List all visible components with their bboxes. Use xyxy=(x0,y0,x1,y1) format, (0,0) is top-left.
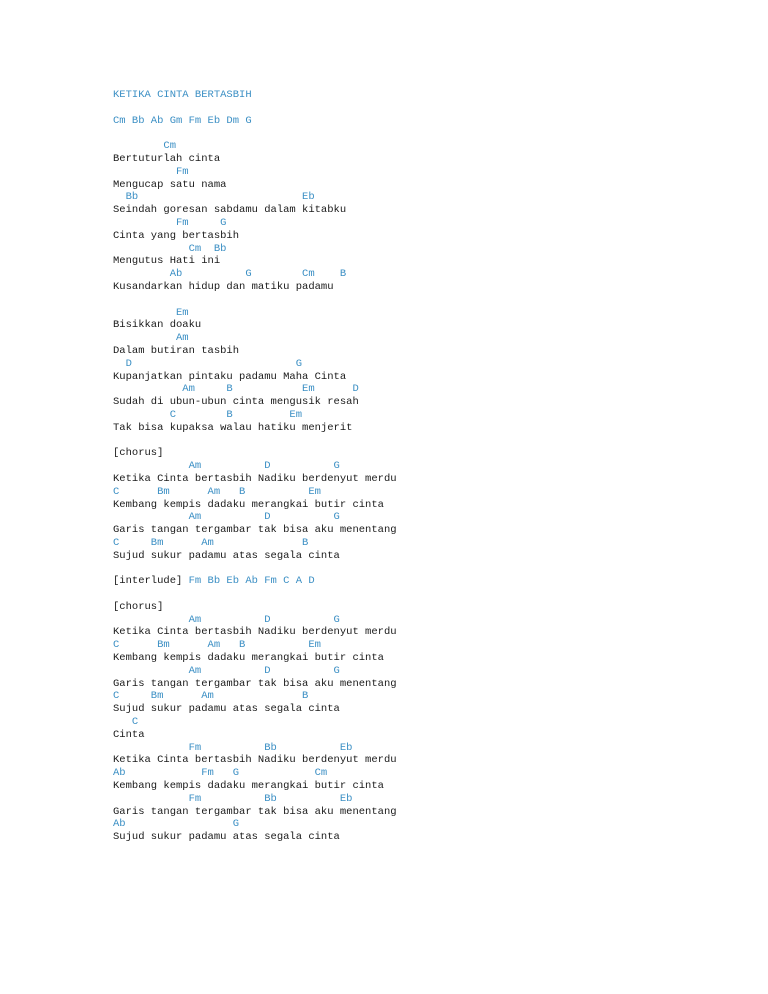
lyric-line: Garis tangan tergambar tak bisa aku menentang xyxy=(113,805,397,818)
lyric-line: Sujud sukur padamu atas segala cinta xyxy=(113,703,340,716)
spacer xyxy=(113,127,397,140)
chord-list: Cm Bb Ab Gm Fm Eb Dm G xyxy=(113,114,252,127)
chord-line: Ab Fm G Cm xyxy=(113,767,328,780)
song-title: KETIKA CINTA BERTASBIH xyxy=(113,89,252,101)
chord-line: Fm xyxy=(113,165,189,178)
interlude-chords: Fm Bb Eb Ab Fm C A D xyxy=(188,575,315,588)
lyric-line: Bisikkan doaku xyxy=(113,319,202,332)
lyric-line: Cinta yang bertasbih xyxy=(113,229,240,242)
chord-line: Am D G xyxy=(113,613,340,626)
chord-line: Ab G Cm B xyxy=(113,268,347,281)
section-tag: [chorus] xyxy=(113,447,164,460)
lyric-line: Garis tangan tergambar tak bisa aku menentang xyxy=(113,524,397,537)
lyric-line: Sujud sukur padamu atas segala cinta xyxy=(113,549,340,562)
chord-line: Fm G xyxy=(113,216,227,229)
lyric-line: Dalam butiran tasbih xyxy=(113,344,240,357)
spacer xyxy=(113,588,397,601)
chord-line: C Bm Am B xyxy=(113,690,309,703)
lyric-line: Tak bisa kupaksa walau hatiku menjerit xyxy=(113,421,353,434)
chord-line: C Bm Am B xyxy=(113,536,309,549)
song-body xyxy=(113,127,397,844)
chord-line: Am B Em D xyxy=(113,383,359,396)
lyric-line: Kupanjatkan pintaku padamu Maha Cinta xyxy=(113,370,347,383)
chord-line: C Bm Am B Em xyxy=(113,639,321,652)
chord-line: Am xyxy=(113,332,189,345)
lyric-line: Sujud sukur padamu atas segala cinta xyxy=(113,831,340,844)
lyric-line: Ketika Cinta bertasbih Nadiku berdenyut merdu xyxy=(113,626,397,639)
spacer xyxy=(113,102,397,115)
chord-line: C B Em xyxy=(113,408,303,421)
chord-line: Cm Bb xyxy=(113,242,227,255)
chord-line: C Bm Am B Em xyxy=(113,485,321,498)
chord-line: Ab G xyxy=(113,818,240,831)
lyric-line: Sudah di ubun-ubun cinta mengusik resah xyxy=(113,396,359,409)
chord-line: D G xyxy=(113,357,303,370)
chord-line: Em xyxy=(113,306,189,319)
spacer xyxy=(113,294,397,307)
spacer xyxy=(113,435,397,448)
interlude-line xyxy=(113,575,397,588)
chord-sheet xyxy=(113,89,397,844)
spacer xyxy=(113,562,397,575)
lyric-line: Ketika Cinta bertasbih Nadiku berdenyut merdu xyxy=(113,472,397,485)
lyric-line: Kusandarkan hidup dan matiku padamu xyxy=(113,280,334,293)
chord-line: Cm xyxy=(113,140,177,153)
chord-line: Am D G xyxy=(113,511,340,524)
lyric-line: Kembang kempis dadaku merangkai butir cinta xyxy=(113,780,384,793)
lyric-line: Bertuturlah cinta xyxy=(113,152,221,165)
chord-line: Am D G xyxy=(113,664,340,677)
lyric-line: Cinta xyxy=(113,728,145,741)
lyric-line: Ketika Cinta bertasbih Nadiku berdenyut merdu xyxy=(113,754,397,767)
section-tag: [chorus] xyxy=(113,600,164,613)
lyric-line: Seindah goresan sabdamu dalam kitabku xyxy=(113,204,347,217)
lyric-line: Mengutus Hati ini xyxy=(113,255,221,268)
chord-line: Am D G xyxy=(113,460,340,473)
lyric-line: Kembang kempis dadaku merangkai butir cinta xyxy=(113,652,384,665)
lyric-line: Garis tangan tergambar tak bisa aku menentang xyxy=(113,677,397,690)
lyric-line: Kembang kempis dadaku merangkai butir cinta xyxy=(113,498,384,511)
lyric-line: Mengucap satu nama xyxy=(113,178,227,191)
chord-line: Bb Eb xyxy=(113,191,315,204)
section-tag: [interlude] xyxy=(113,575,189,588)
chord-line: Fm Bb Eb xyxy=(113,792,353,805)
chord-line: Fm Bb Eb xyxy=(113,741,353,754)
chord-line: C xyxy=(113,716,139,729)
